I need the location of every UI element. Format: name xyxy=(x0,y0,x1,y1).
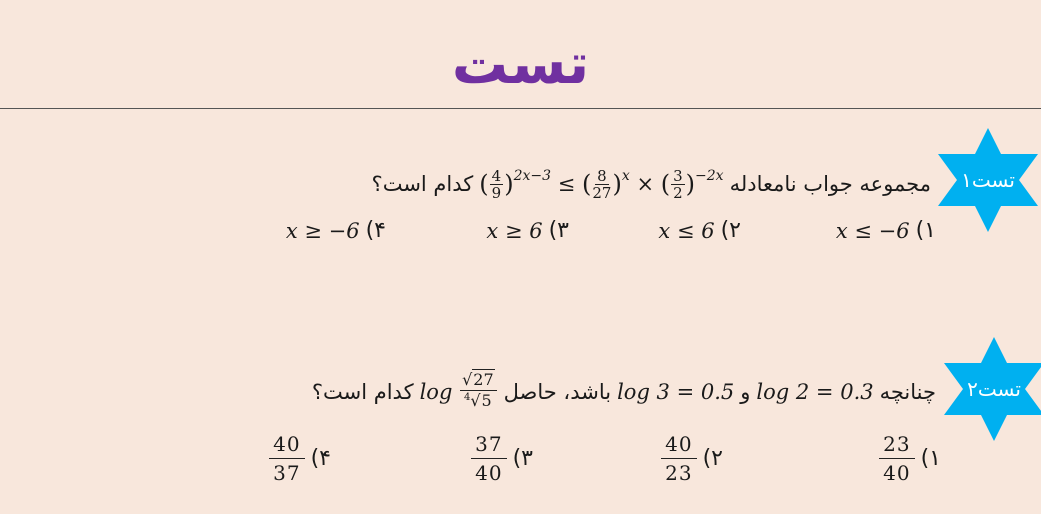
page-title: تست xyxy=(451,32,590,97)
question-prefix: مجموعه جواب نامعادله xyxy=(729,172,931,196)
test-badge-1 xyxy=(938,128,1038,232)
option-fraction: $\frac{40}{37}$ xyxy=(269,432,304,485)
radical-fraction: $\frac{√27}{^4√5}$ xyxy=(460,370,497,414)
test-badge-label: تست۲ xyxy=(967,377,1021,401)
option-value: x ≤ −6 xyxy=(835,218,910,243)
option-value: x ≤ 6 xyxy=(658,218,715,243)
option-2-1[interactable]: ۱) $\frac{23}{40}$ xyxy=(879,432,941,485)
option-2-2[interactable]: ۲) $\frac{40}{23}$ xyxy=(661,432,723,485)
option-1-2[interactable]: ۲) x ≤ 6 xyxy=(658,218,741,243)
option-2-3[interactable]: ۳) $\frac{37}{40}$ xyxy=(471,432,533,485)
inequality-expression: ( $\frac{4}{9}$ ) $^{2x-3}$ ≤ ( $\frac{8}{27}$ ) $^x$ × ( $\frac{3}{2}$ ) $^{-2x}$ xyxy=(479,166,724,202)
question-suffix: کدام است؟ xyxy=(371,172,474,196)
question-1 xyxy=(372,160,931,208)
fraction: $\frac{3}{2}$ xyxy=(673,166,683,202)
fraction: $\frac{8}{27}$ xyxy=(592,166,612,202)
option-fraction: $\frac{37}{40}$ xyxy=(471,432,506,485)
option-value: x ≥ 6 xyxy=(486,218,543,243)
option-1-3[interactable]: ۳) x ≥ 6 xyxy=(486,218,569,243)
fraction: $\frac{4}{9}$ xyxy=(491,166,502,202)
log2-equation: log 2 = 0.3 xyxy=(756,380,874,404)
log-expression: log $\frac{√27}{^4√5}$ xyxy=(420,370,498,414)
option-value: x ≥ −6 xyxy=(285,218,360,243)
test-badge-label: تست۱ xyxy=(961,168,1015,192)
log3-equation: log 3 = 0.5 xyxy=(617,380,735,404)
question-2: چنانچه log 2 = 0.3 و log 3 = 0.5 باشد، حاصل log $\frac{√27}{^4√5}$ کدام است؟ xyxy=(312,366,936,418)
option-fraction: $\frac{23}{40}$ xyxy=(879,432,914,485)
option-fraction: $\frac{40}{23}$ xyxy=(661,432,696,485)
option-1-1[interactable]: ۱) x ≤ −6 xyxy=(835,218,936,243)
divider xyxy=(0,108,1041,109)
option-1-4[interactable]: ۴) x ≥ −6 xyxy=(285,218,386,243)
test-badge-2 xyxy=(944,337,1041,441)
option-2-4[interactable]: ۴) $\frac{40}{37}$ xyxy=(269,432,331,485)
